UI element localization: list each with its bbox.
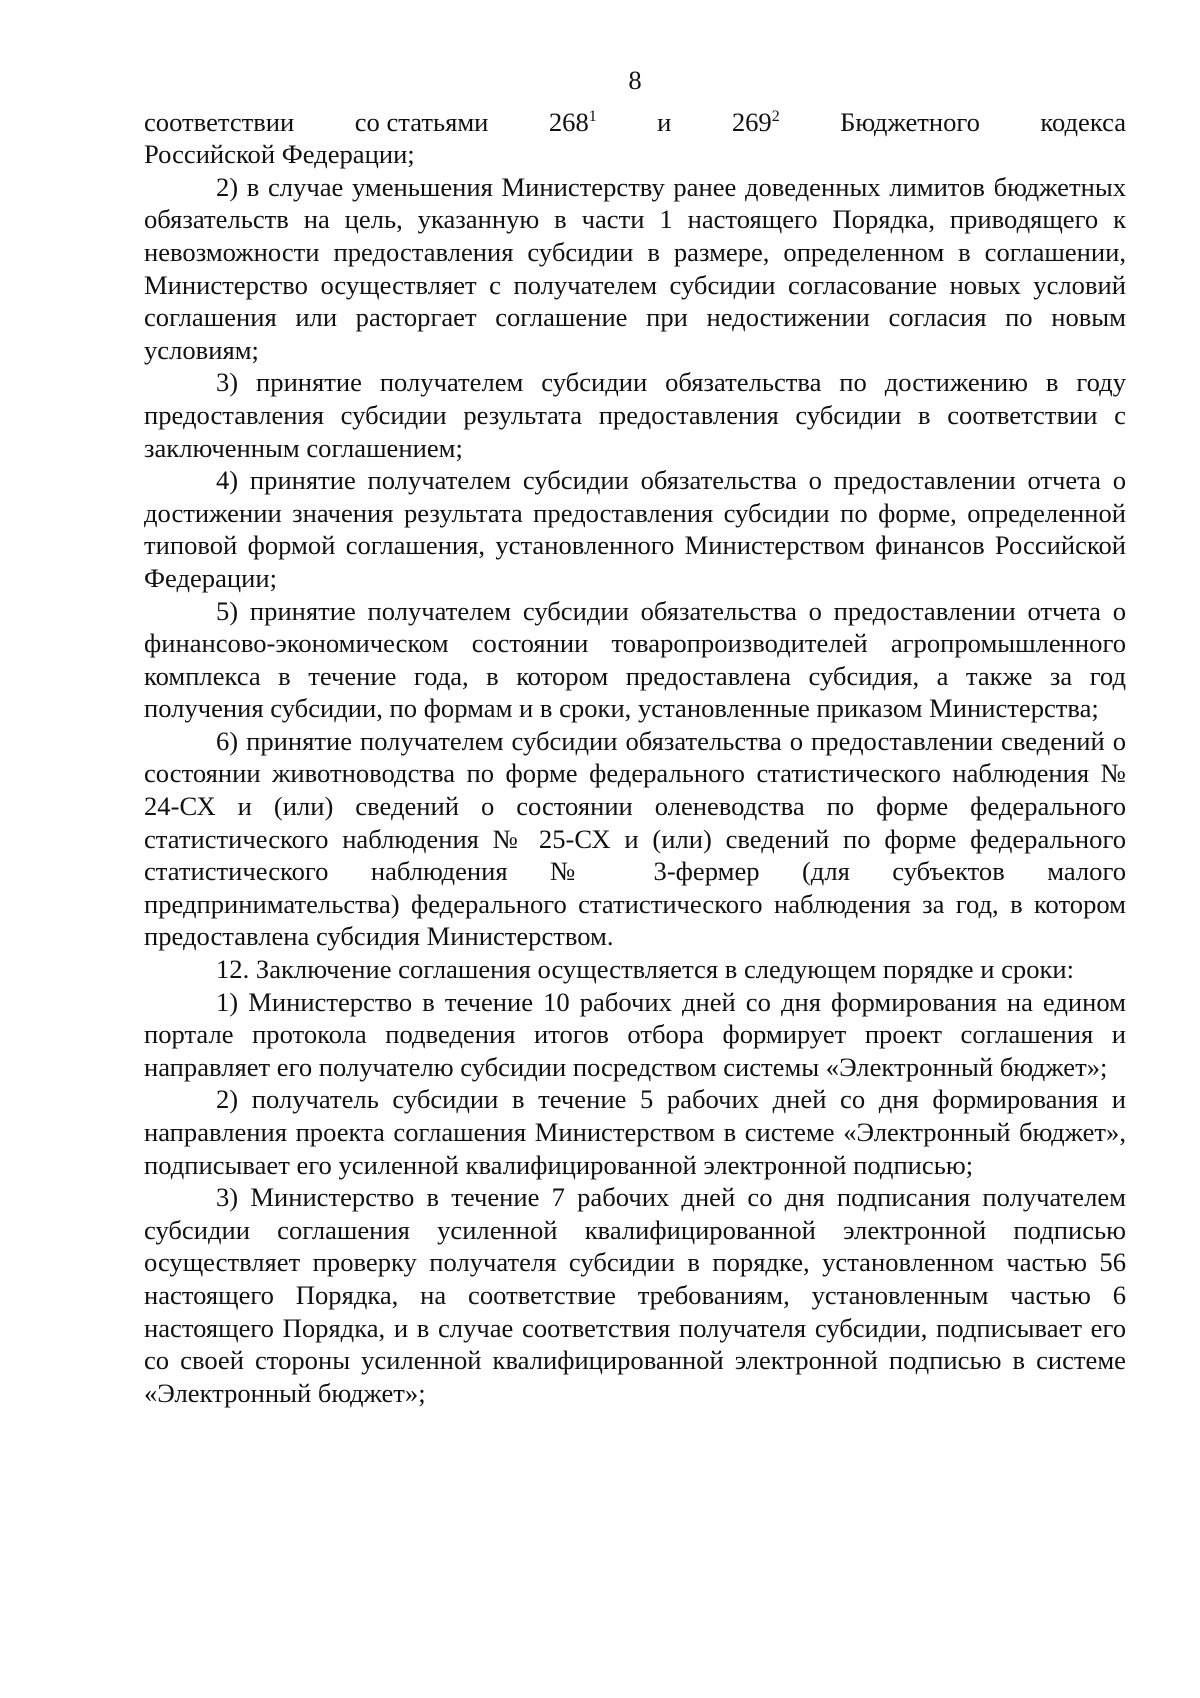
intro-word: со статьями	[354, 106, 489, 137]
superscript-1: 1	[588, 107, 597, 125]
paragraph-sub-1: 1) Министерство в течение 10 рабочих дней со дня формирования на едином портале протокола подведения итогов отбора формирует проект соглашения и направляет его получателю субсидии посредством системы «Электронный бюджет»;	[144, 986, 1126, 1082]
paragraph-item-6: 6) принятие получателем субсидии обязательства о предоставлении сведений о состоянии животноводства по форме федерального статистического наблюдения № 24-СХ и (или) сведений о состоянии оленеводства по форме федерального статистического наблюдения № 25-СХ и (или) сведений по форме федерального статистического наблюдения № 3-фермер (для субъектов малого предпринимательства) федерального статистического наблюдения за год, в котором предоставлена субсидия Министерством.	[144, 725, 1126, 952]
paragraph-item-3: 3) принятие получателем субсидии обязательства по достижению в году предоставления субсидии результата предоставления субсидии в соответствии с заключенным соглашением;	[144, 367, 1126, 463]
article-number-1: $268^1$	[548, 106, 597, 137]
paragraph-item-4: 4) принятие получателем субсидии обязательства о предоставлении отчета о достижении значения результата предоставления субсидии по форме, определенной типовой формой соглашения, установленного Министерством финансов Российской Федерации;	[144, 465, 1126, 593]
paragraph-item-5: 5) принятие получателем субсидии обязательства о предоставлении отчета о финансово-экономическом состоянии товаропроизводителей агропромышленного комплекса в течение года, в котором предоставлена субсидия, а также за год получения субсидии, по формам и в сроки, установленные приказом Министерства;	[144, 595, 1126, 724]
intro-word: кодекса	[1040, 106, 1127, 137]
paragraph-item-2: 2) в случае уменьшения Министерству ранее доведенных лимитов бюджетных обязательств на цель, указанную в части 1 настоящего Порядка, приводящего к невозможности предоставления субсидии в размере, определенном в соглашении, Министерство осуществляет с получателем субсидии согласование новых условий соглашения или расторгает соглашение при недостижении согласия по новым условиям;	[144, 171, 1126, 365]
intro-line-2: Российской Федерации;	[144, 139, 415, 170]
intro-line-1	[144, 106, 1126, 139]
intro-word: и	[657, 106, 672, 137]
page-number: 8	[628, 65, 642, 95]
superscript-2: 2	[771, 107, 780, 125]
paragraph-sub-3: 3) Министерство в течение 7 рабочих дней со дня подписания получателем субсидии соглашения усиленной квалифицированной электронной подписью осуществляет проверку получателя субсидии в порядке, установленном частью 56 настоящего Порядка, на соответствие требованиям, установленным частью 6 настоящего Порядка, и в случае соответствия получателя субсидии, подписывает его со своей стороны усиленной квалифицированной электронной подписью в системе «Электронный бюджет»;	[144, 1182, 1126, 1408]
paragraph-sub-2: 2) получатель субсидии в течение 5 рабочих дней со дня формирования и направления проекта соглашения Министерством в системе «Электронный бюджет», подписывает его усиленной квалифицированной электронной подписью;	[144, 1084, 1126, 1180]
intro-word: соответствии	[144, 106, 295, 137]
intro-word: Бюджетного	[840, 106, 980, 137]
article-number-2: $269^2$	[731, 106, 780, 137]
document-page	[144, 64, 1126, 1409]
paragraph-section-12: 12. Заключение соглашения осуществляется в следующем порядке и сроки:	[216, 954, 1075, 985]
